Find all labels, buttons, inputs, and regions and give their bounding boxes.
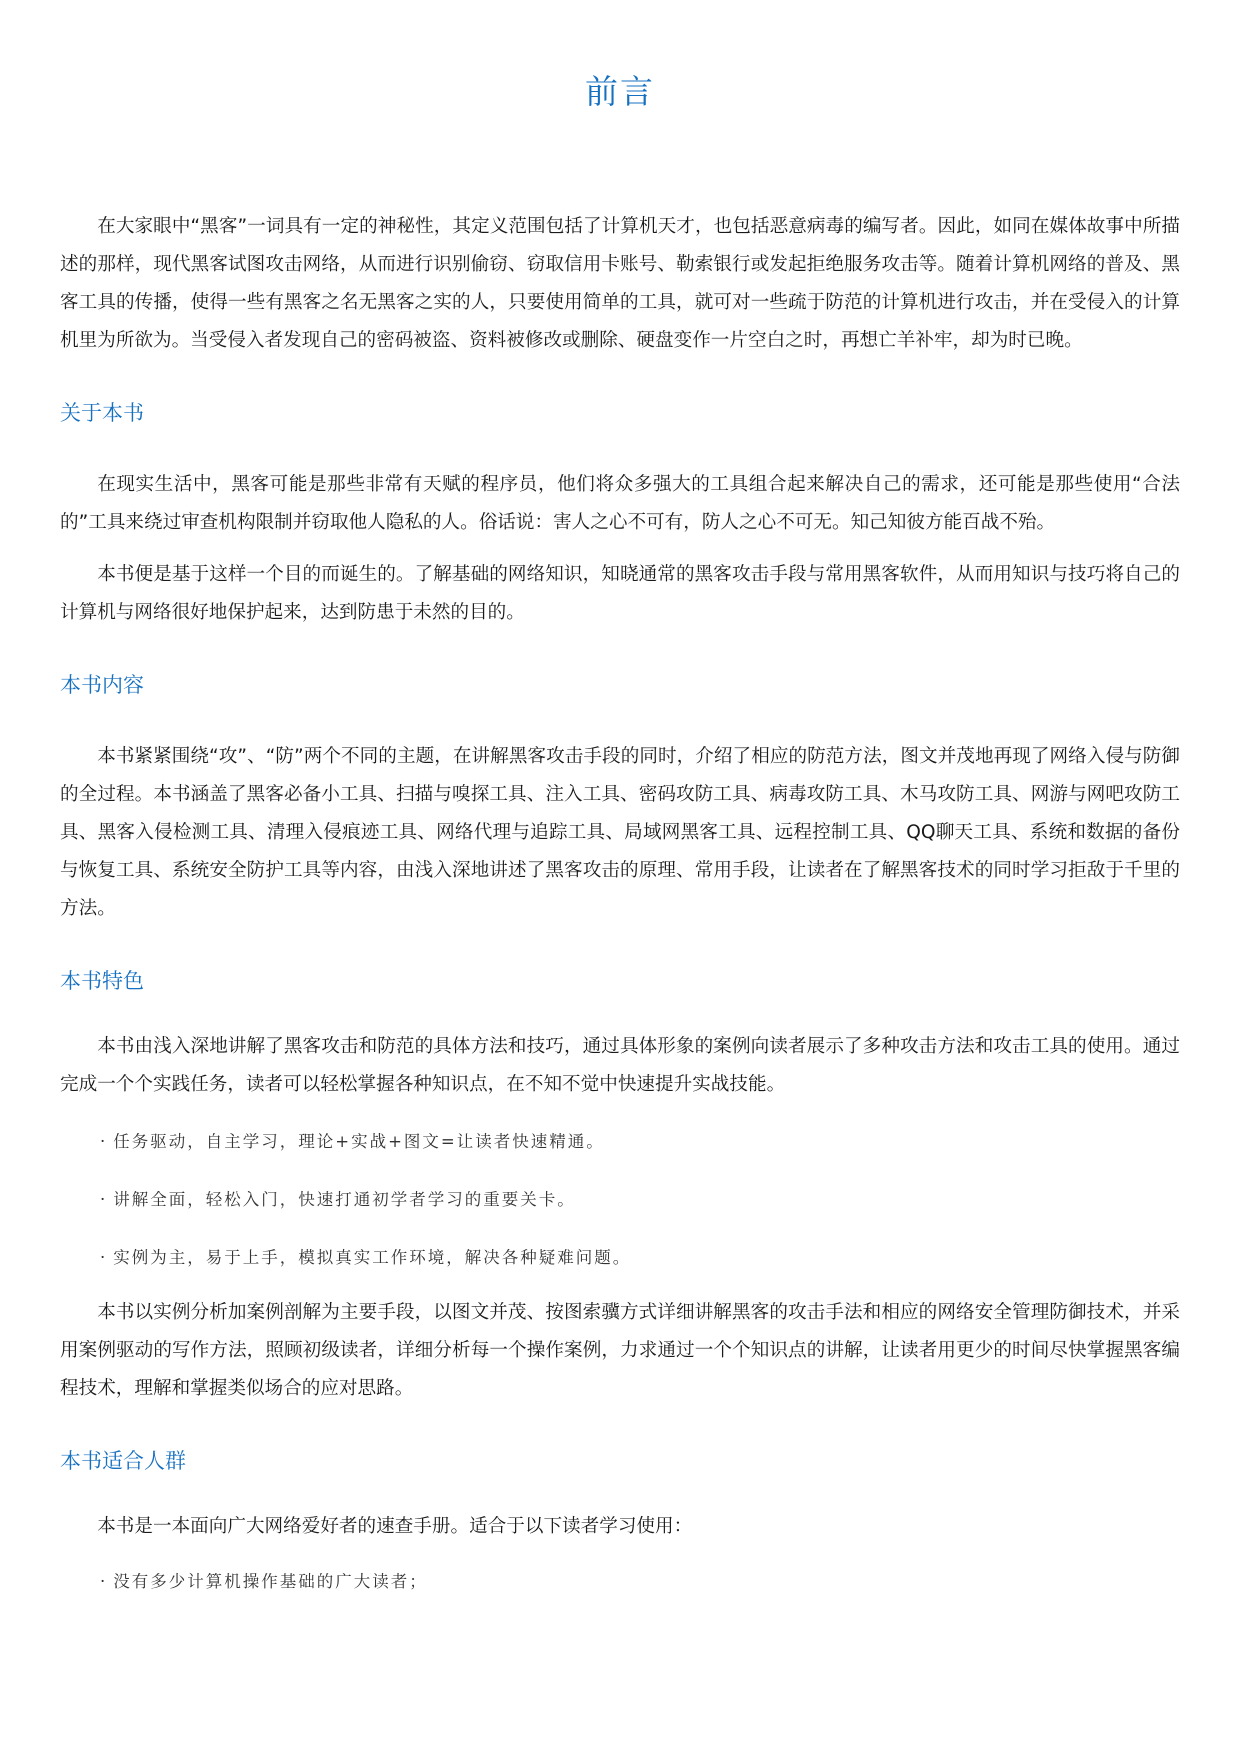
bullet-dot: · xyxy=(100,1190,108,1209)
features-paragraph-2: 本书以实例分析加案例剖解为主要手段，以图文并茂、按图索骥方式详细讲解黑客的攻击手法和相应的网络安全管理防御技术，并采用案例驱动的写作方法，照顾初级读者，详细分析每一个操作案例，力求通过一个个知识点的讲解，让读者用更少的时间尽快掌握黑客编程技术，理解和掌握类似场合的应对思路。 xyxy=(60,1302,1180,1399)
section-heading-about: 关于本书 xyxy=(60,401,144,425)
bullet-dot: · xyxy=(100,1248,108,1267)
section-heading-audience: 本书适合人群 xyxy=(60,1449,186,1473)
audience-bullet-1 xyxy=(60,1570,1180,1594)
bullet-text: 任务驱动，自主学习，理论+实战+图文=让读者快速精通。 xyxy=(113,1132,605,1151)
bullet-text: 实例为主，易于上手，模拟真实工作环境，解决各种疑难问题。 xyxy=(113,1248,632,1267)
content-paragraph-1: 本书紧紧围绕“攻”、“防”两个不同的主题，在讲解黑客攻击手段的同时，介绍了相应的防范方法，图文并茂地再现了网络入侵与防御的全过程。本书涵盖了黑客必备小工具、扫描与嗅探工具、注入工具、密码攻防工具、病毒攻防工具、木马攻防工具、网游与网吧攻防工具、黑客入侵检测工具、清理入侵痕迹工具、网络代理与追踪工具、局域网黑客工具、远程控制工具、QQ聊天工具、系统和数据的备份与恢复工具、系统安全防护工具等内容，由浅入深地讲述了黑客攻击的原理、常用手段，让读者在了解黑客技术的同时学习拒敌于千里的方法。 xyxy=(60,746,1180,919)
bullet-dot: · xyxy=(100,1132,108,1151)
intro-paragraph: 在大家眼中“黑客”一词具有一定的神秘性，其定义范围包括了计算机天才，也包括恶意病毒的编写者。因此，如同在媒体故事中所描述的那样，现代黑客试图攻击网络，从而进行识别偷窃、窃取信用卡账号、勒索银行或发起拒绝服务攻击等。随着计算机网络的普及、黑客工具的传播，使得一些有黑客之名无黑客之实的人，只要使用简单的工具，就可对一些疏于防范的计算机进行攻击，并在受侵入的计算机里为所欲为。当受侵入者发现自己的密码被盗、资料被修改或删除、硬盘变作一片空白之时，再想亡羊补牢，却为时已晚。 xyxy=(60,216,1180,351)
section-heading-content: 本书内容 xyxy=(60,673,144,697)
features-bullet-2 xyxy=(60,1188,1180,1212)
about-paragraph-1: 在现实生活中，黑客可能是那些非常有天赋的程序员，他们将众多强大的工具组合起来解决自己的需求，还可能是那些使用“合法的”工具来绕过审查机构限制并窃取他人隐私的人。俗话说：害人之心不可有，防人之心不可无。知己知彼方能百战不殆。 xyxy=(60,474,1180,533)
section-heading-features: 本书特色 xyxy=(60,969,144,993)
features-bullet-3 xyxy=(60,1246,1180,1270)
bullet-text: 没有多少计算机操作基础的广大读者； xyxy=(113,1572,428,1591)
page-title: 前言 xyxy=(585,72,655,111)
about-paragraph-2: 本书便是基于这样一个目的而诞生的。了解基础的网络知识，知晓通常的黑客攻击手段与常用黑客软件，从而用知识与技巧将自己的计算机与网络很好地保护起来，达到防患于未然的目的。 xyxy=(60,564,1180,623)
features-bullet-1 xyxy=(60,1130,1180,1154)
bullet-dot: · xyxy=(100,1572,108,1591)
bullet-text: 讲解全面，轻松入门，快速打通初学者学习的重要关卡。 xyxy=(113,1190,576,1209)
audience-paragraph-1: 本书是一本面向广大网络爱好者的速查手册。适合于以下读者学习使用： xyxy=(97,1516,693,1537)
features-paragraph-1: 本书由浅入深地讲解了黑客攻击和防范的具体方法和技巧，通过具体形象的案例向读者展示了多种攻击方法和攻击工具的使用。通过完成一个个实践任务，读者可以轻松掌握各种知识点，在不知不觉中快速提升实战技能。 xyxy=(60,1036,1180,1095)
